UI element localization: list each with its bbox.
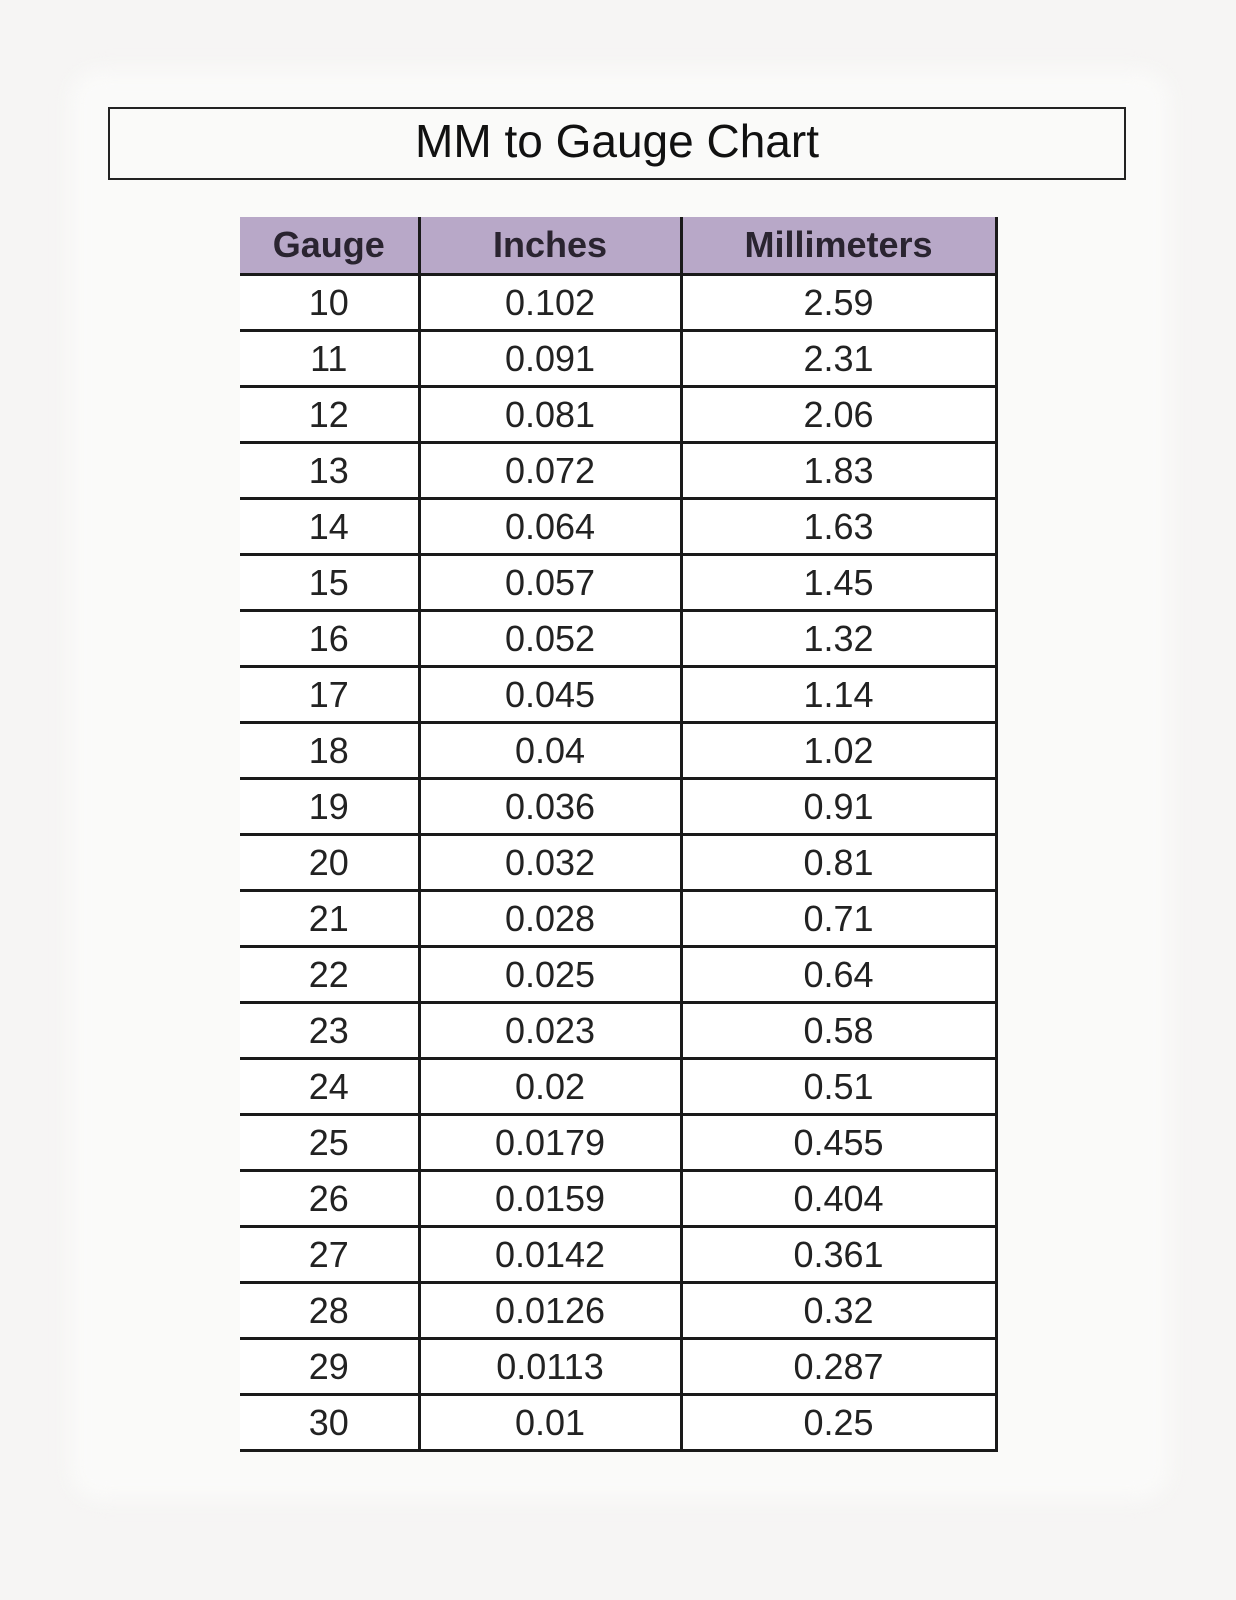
cell-millimeters: 0.51 [681,1059,996,1115]
table-row [240,779,996,835]
table-row [240,499,996,555]
cell-millimeters: 0.91 [681,779,996,835]
cell-millimeters: 0.455 [681,1115,996,1171]
cell-millimeters: 0.287 [681,1339,996,1395]
header-gauge: Gauge [240,217,419,275]
table-row [240,387,996,443]
table-row [240,1115,996,1171]
cell-gauge: 27 [240,1227,419,1283]
table-row [240,835,996,891]
cell-millimeters: 0.404 [681,1171,996,1227]
cell-gauge: 12 [240,387,419,443]
table-row [240,1283,996,1339]
cell-gauge: 25 [240,1115,419,1171]
cell-millimeters: 0.32 [681,1283,996,1339]
cell-inches: 0.045 [419,667,681,723]
cell-gauge: 30 [240,1395,419,1451]
cell-inches: 0.081 [419,387,681,443]
cell-millimeters: 0.58 [681,1003,996,1059]
table-row [240,555,996,611]
table-row [240,667,996,723]
cell-millimeters: 0.64 [681,947,996,1003]
header-inches: Inches [419,217,681,275]
table-row [240,891,996,947]
cell-millimeters: 1.83 [681,443,996,499]
cell-gauge: 21 [240,891,419,947]
header-millimeters: Millimeters [681,217,996,275]
cell-millimeters: 1.02 [681,723,996,779]
cell-inches: 0.072 [419,443,681,499]
cell-gauge: 19 [240,779,419,835]
cell-gauge: 20 [240,835,419,891]
chart-title: MM to Gauge Chart [415,114,819,167]
cell-inches: 0.02 [419,1059,681,1115]
cell-gauge: 23 [240,1003,419,1059]
table-row [240,443,996,499]
cell-millimeters: 2.31 [681,331,996,387]
cell-millimeters: 0.361 [681,1227,996,1283]
table-row [240,1227,996,1283]
table-row [240,1171,996,1227]
table-row [240,1339,996,1395]
cell-inches: 0.057 [419,555,681,611]
cell-millimeters: 1.32 [681,611,996,667]
table-row [240,1395,996,1451]
gauge-table [240,217,998,1452]
cell-gauge: 29 [240,1339,419,1395]
cell-inches: 0.052 [419,611,681,667]
cell-inches: 0.025 [419,947,681,1003]
cell-inches: 0.091 [419,331,681,387]
cell-inches: 0.102 [419,275,681,331]
table-row [240,723,996,779]
title-box [108,107,1126,180]
cell-inches: 0.032 [419,835,681,891]
table-row [240,331,996,387]
cell-inches: 0.0113 [419,1339,681,1395]
cell-inches: 0.0159 [419,1171,681,1227]
cell-gauge: 17 [240,667,419,723]
cell-millimeters: 0.71 [681,891,996,947]
table-row [240,611,996,667]
cell-gauge: 18 [240,723,419,779]
cell-inches: 0.036 [419,779,681,835]
cell-inches: 0.04 [419,723,681,779]
cell-millimeters: 2.59 [681,275,996,331]
cell-millimeters: 1.14 [681,667,996,723]
cell-inches: 0.0142 [419,1227,681,1283]
cell-millimeters: 2.06 [681,387,996,443]
cell-inches: 0.028 [419,891,681,947]
cell-gauge: 15 [240,555,419,611]
gauge-table-container [240,217,996,1452]
cell-inches: 0.023 [419,1003,681,1059]
cell-millimeters: 0.81 [681,835,996,891]
table-header [240,217,996,275]
cell-millimeters: 1.63 [681,499,996,555]
cell-gauge: 16 [240,611,419,667]
table-row [240,947,996,1003]
cell-inches: 0.0126 [419,1283,681,1339]
header-row [240,217,996,275]
cell-gauge: 22 [240,947,419,1003]
table-row [240,1059,996,1115]
cell-inches: 0.064 [419,499,681,555]
cell-millimeters: 1.45 [681,555,996,611]
cell-gauge: 28 [240,1283,419,1339]
cell-gauge: 26 [240,1171,419,1227]
cell-gauge: 24 [240,1059,419,1115]
cell-gauge: 13 [240,443,419,499]
cell-gauge: 11 [240,331,419,387]
cell-inches: 0.01 [419,1395,681,1451]
cell-millimeters: 0.25 [681,1395,996,1451]
table-body [240,275,996,1451]
cell-gauge: 10 [240,275,419,331]
cell-inches: 0.0179 [419,1115,681,1171]
table-row [240,1003,996,1059]
table-row [240,275,996,331]
cell-gauge: 14 [240,499,419,555]
